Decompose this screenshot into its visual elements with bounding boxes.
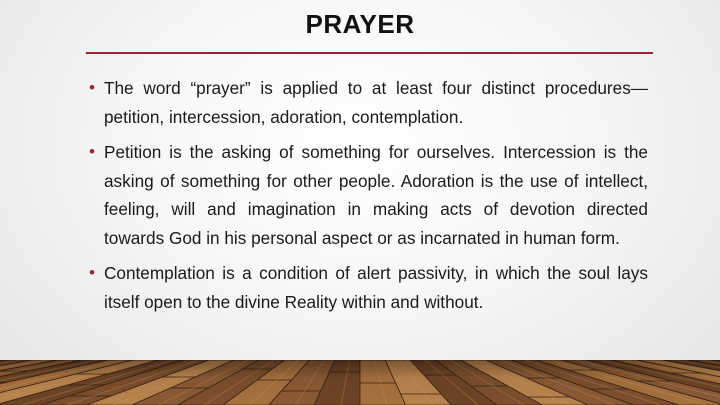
bullet-item <box>88 259 648 316</box>
bullet-item <box>88 138 648 252</box>
wood-floor-background <box>0 360 720 405</box>
title-divider <box>86 52 653 54</box>
bullet-dot-icon: • <box>89 142 95 161</box>
bullet-dot-icon: • <box>89 78 95 97</box>
wood-floor-graphic <box>0 360 720 405</box>
bullet-item <box>88 74 648 131</box>
bullet-dot-icon: • <box>89 263 95 282</box>
bullet-list <box>88 74 648 323</box>
bullet-text: Contemplation is a condition of alert passivity, in which the soul lays itself open to the divine Reality within and without. <box>104 263 648 312</box>
slide-title: PRAYER <box>305 9 415 39</box>
bullet-text: The word “prayer” is applied to at least four distinct procedures—petition, intercession, adoration, contemplation. <box>104 78 648 127</box>
bullet-text: Petition is the asking of something for ourselves. Intercession is the asking of something for other people. Adoration is the use of intellect, feeling, will and imagination in making acts of devotion directed towards God in his personal aspect or as incarnated in human form. <box>104 142 648 248</box>
